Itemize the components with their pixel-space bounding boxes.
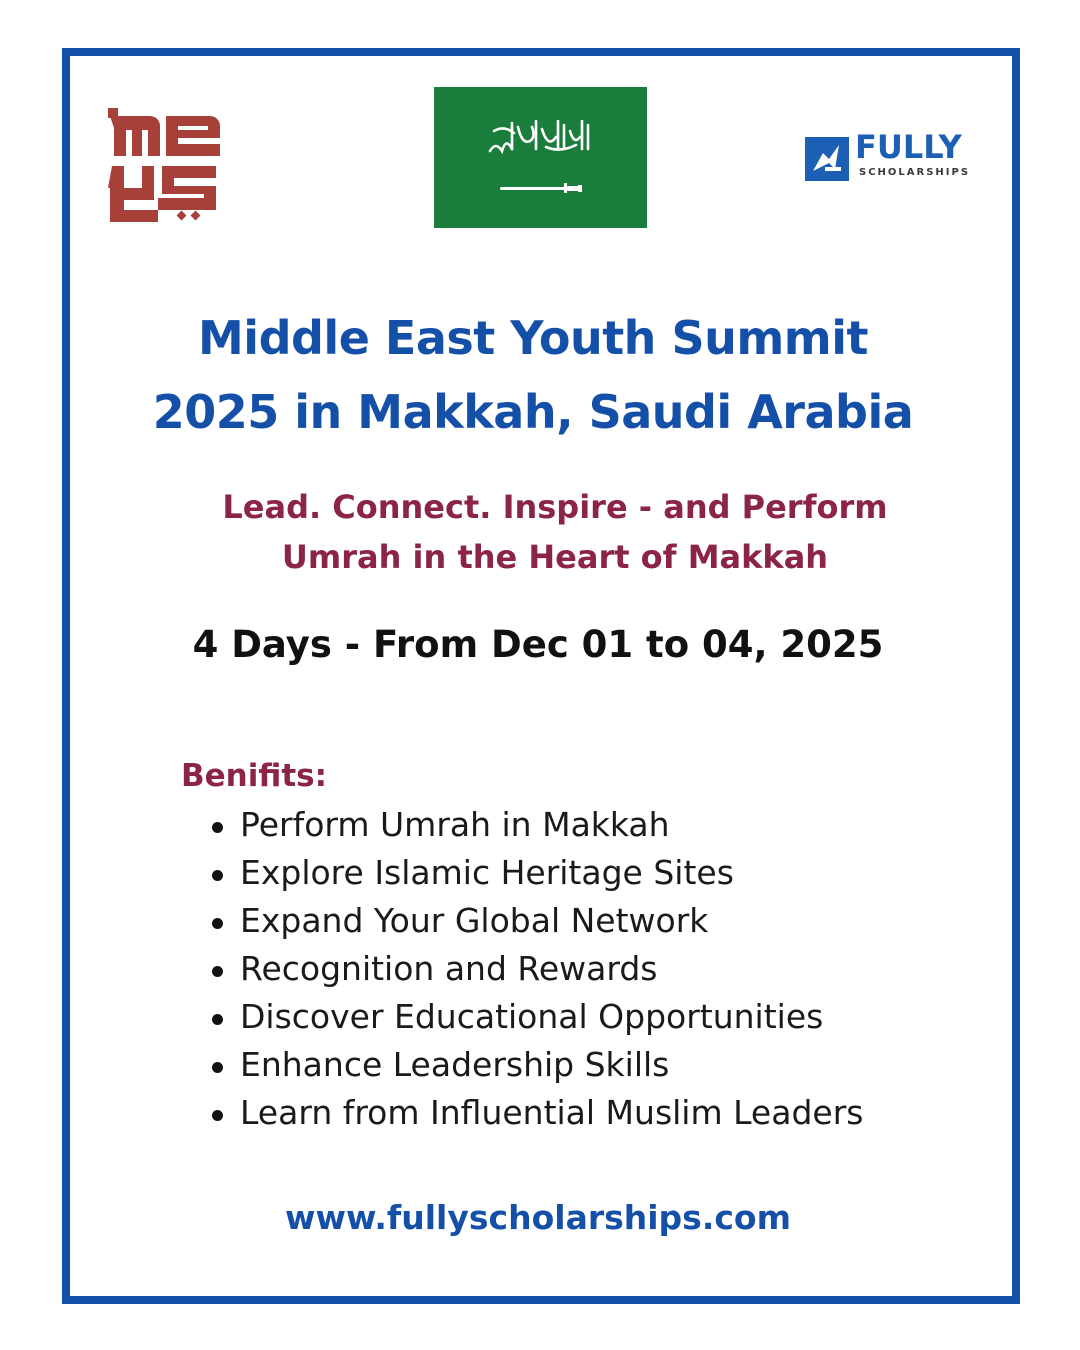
tagline-line-2: Umrah in the Heart of Makkah bbox=[281, 538, 829, 576]
list-item bbox=[210, 1042, 863, 1090]
meys-logo bbox=[108, 108, 222, 224]
list-item-label: Expand Your Global Network bbox=[240, 901, 709, 940]
bullet-icon bbox=[212, 1014, 223, 1025]
bullet-icon bbox=[212, 870, 223, 881]
list-item bbox=[210, 946, 863, 994]
list-item bbox=[210, 898, 863, 946]
page-title-line-2: 2025 in Makkah, Saudi Arabia bbox=[152, 385, 914, 439]
benefits-list bbox=[210, 802, 863, 1138]
website-link[interactable]: www.fullyscholarships.com bbox=[285, 1198, 791, 1237]
scholarships-brand-text: SCHOLARSHIPS bbox=[859, 167, 971, 178]
list-item bbox=[210, 994, 863, 1042]
fully-scholarships-mark-icon bbox=[805, 137, 849, 181]
bullet-icon bbox=[212, 822, 223, 833]
list-item bbox=[210, 850, 863, 898]
page-title-line-1: Middle East Youth Summit bbox=[198, 311, 868, 365]
fully-scholarships-logo bbox=[805, 128, 975, 185]
list-item-label: Explore Islamic Heritage Sites bbox=[240, 853, 734, 892]
list-item-label: Enhance Leadership Skills bbox=[240, 1045, 670, 1084]
list-item-label: Recognition and Rewards bbox=[240, 949, 658, 988]
list-item-label: Discover Educational Opportunities bbox=[240, 997, 824, 1036]
list-item-label: Learn from Influential Muslim Leaders bbox=[240, 1093, 864, 1132]
event-dates: 4 Days - From Dec 01 to 04, 2025 bbox=[192, 623, 884, 666]
shahada-script-icon bbox=[486, 117, 596, 157]
benefits-heading: Benifits: bbox=[181, 758, 327, 794]
tagline-line-1: Lead. Connect. Inspire - and Perform bbox=[222, 488, 888, 526]
bullet-icon bbox=[212, 1062, 223, 1073]
bullet-icon bbox=[212, 918, 223, 929]
sword-icon bbox=[500, 181, 584, 195]
saudi-flag bbox=[434, 87, 647, 228]
list-item bbox=[210, 802, 863, 850]
fully-brand-text: FULLY bbox=[855, 128, 962, 166]
bullet-icon bbox=[212, 966, 223, 977]
bullet-icon bbox=[212, 1110, 223, 1121]
list-item bbox=[210, 1090, 863, 1138]
list-item-label: Perform Umrah in Makkah bbox=[240, 805, 670, 844]
